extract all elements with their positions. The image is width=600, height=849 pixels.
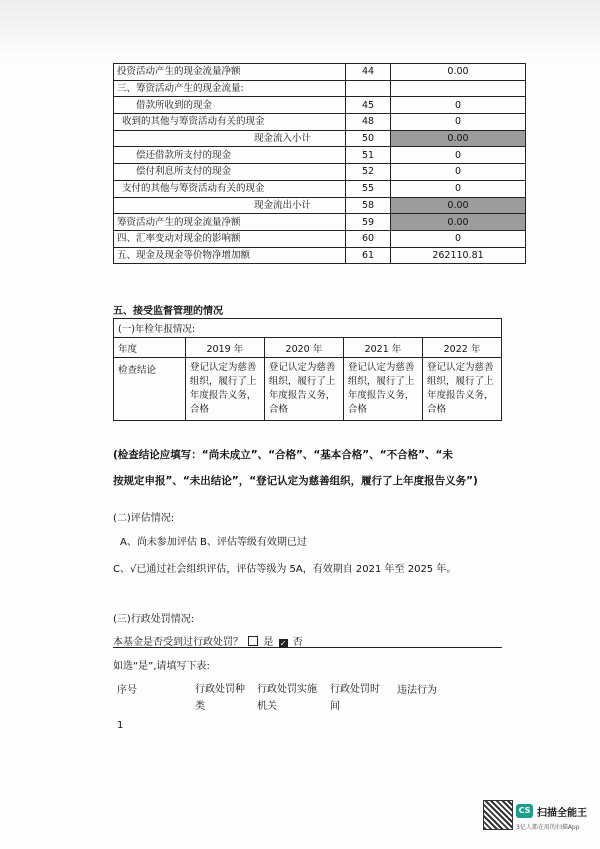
cashflow-label: 支付的其他与筹资活动有关的现金 <box>114 180 346 197</box>
cashflow-label: 筹资活动产生的现金流量净额 <box>114 214 346 231</box>
cashflow-line-number: 58 <box>346 197 391 214</box>
inspection-table <box>113 318 502 421</box>
camscanner-logo: CS <box>516 804 533 818</box>
cashflow-table <box>113 63 526 264</box>
cashflow-line-number <box>346 80 391 97</box>
result-2020: 登记认定为慈善组织，履行了上年度报告义务，合格 <box>264 358 343 421</box>
cashflow-row <box>114 64 526 81</box>
yes-checkbox[interactable] <box>248 636 258 646</box>
cashflow-value: 0.00 <box>391 197 526 214</box>
cashflow-row <box>114 147 526 164</box>
scanner-name: 扫描全能王 <box>537 808 587 819</box>
cashflow-row <box>114 97 526 114</box>
penalty-divider <box>113 647 502 648</box>
evaluation-option-c: C、√已通过社会组织评估，评估等级为 5A，有效期自 2021 年至 2025 年。 <box>113 564 457 575</box>
cashflow-value: 262110.81 <box>391 247 526 264</box>
scanner-tagline: 3亿人都在用的扫描App <box>516 824 580 831</box>
year-2019: 2019 年 <box>185 338 264 358</box>
qr-code <box>483 800 513 830</box>
cashflow-value: 0 <box>391 147 526 164</box>
cashflow-label: 偿还借款所支付的现金 <box>114 147 346 164</box>
year-2021: 2021 年 <box>343 338 422 358</box>
cashflow-row <box>114 164 526 181</box>
cashflow-label: 五、现金及现金等价物净增加额 <box>114 247 346 264</box>
penalty-header-violation: 违法行为 <box>397 685 437 696</box>
cashflow-label: 投资活动产生的现金流量净额 <box>114 64 346 81</box>
result-2021: 登记认定为慈善组织，履行了上年度报告义务，合格 <box>343 358 422 421</box>
cashflow-line-number: 61 <box>346 247 391 264</box>
penalty-caption: (三)行政处罚情况: <box>113 614 195 625</box>
cashflow-value: 0 <box>391 180 526 197</box>
cashflow-label: 现金流入小计 <box>114 130 346 147</box>
penalty-header-type: 行政处罚种类 <box>195 684 245 712</box>
cashflow-value: 0.00 <box>391 130 526 147</box>
cashflow-row <box>114 214 526 231</box>
cashflow-line-number: 45 <box>346 97 391 114</box>
cashflow-row <box>114 80 526 97</box>
cashflow-row <box>114 130 526 147</box>
cashflow-row <box>114 197 526 214</box>
cashflow-line-number: 55 <box>346 180 391 197</box>
evaluation-caption: (二)评估情况: <box>113 513 175 524</box>
cashflow-value: 0 <box>391 230 526 247</box>
penalty-header-time: 行政处罚时间 <box>330 684 380 712</box>
section5-title: 五、接受监督管理的情况 <box>113 306 223 317</box>
penalty-instruction: 如选“是”,请填写下表: <box>113 661 210 672</box>
inspection-caption: (一)年检年报情况: <box>114 319 502 338</box>
year-header: 年度 <box>114 338 186 358</box>
penalty-question: 本基金是否受到过行政处罚？ <box>113 637 243 648</box>
cashflow-label: 现金流出小计 <box>114 197 346 214</box>
cashflow-value: 0 <box>391 114 526 131</box>
year-2020: 2020 年 <box>264 338 343 358</box>
penalty-question-row <box>113 633 303 648</box>
cashflow-line-number: 59 <box>346 214 391 231</box>
cashflow-line-number: 60 <box>346 230 391 247</box>
result-2022: 登记认定为慈善组织，履行了上年度报告义务，合格 <box>422 358 501 421</box>
cashflow-line-number: 48 <box>346 114 391 131</box>
cashflow-value: 0.00 <box>391 214 526 231</box>
cashflow-label: 收到的其他与筹资活动有关的现金 <box>114 114 346 131</box>
penalty-header-authority: 行政处罚实施机关 <box>257 684 317 712</box>
cashflow-line-number: 52 <box>346 164 391 181</box>
cashflow-label: 三、筹资活动产生的现金流量: <box>114 80 346 97</box>
cashflow-label: 偿付利息所支付的现金 <box>114 164 346 181</box>
note-line-1: (检查结论应填写：“尚未成立”、“合格”、“基本合格”、“不合格”、“未 <box>113 449 453 461</box>
yes-label: 是 <box>263 637 274 648</box>
result-header: 检查结论 <box>114 358 186 421</box>
note-line-2: 按规定申报”、“未出结论”，“登记认定为慈善组织，履行了上年度报告义务”) <box>113 475 478 487</box>
cashflow-value: 0 <box>391 97 526 114</box>
cashflow-label: 四、汇率变动对现金的影响额 <box>114 230 346 247</box>
penalty-header-index: 序号 <box>117 685 137 696</box>
cashflow-row <box>114 230 526 247</box>
cashflow-line-number: 44 <box>346 64 391 81</box>
no-label: 否 <box>292 637 303 648</box>
cashflow-row <box>114 247 526 264</box>
result-2019: 登记认定为慈善组织，履行了上年度报告义务，合格 <box>185 358 264 421</box>
cashflow-line-number: 50 <box>346 130 391 147</box>
evaluation-option-ab: A、尚未参加评估 B、评估等级有效期已过 <box>120 537 307 548</box>
cashflow-value <box>391 80 526 97</box>
cashflow-value: 0 <box>391 164 526 181</box>
scan-shadow <box>0 0 600 60</box>
cashflow-value: 0.00 <box>391 64 526 81</box>
page-number: 1 <box>117 720 124 731</box>
cashflow-label: 借款所收到的现金 <box>114 97 346 114</box>
year-2022: 2022 年 <box>422 338 501 358</box>
cashflow-line-number: 51 <box>346 147 391 164</box>
cashflow-row <box>114 180 526 197</box>
cashflow-row <box>114 114 526 131</box>
no-checkbox-checked[interactable]: ✓ <box>279 639 287 648</box>
